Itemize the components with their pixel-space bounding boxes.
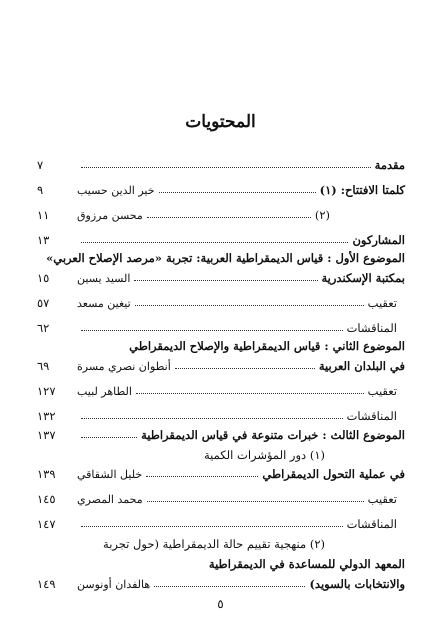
leader-dots (134, 280, 317, 281)
entry-heading: والانتخابات بالسويد) (309, 577, 405, 591)
toc-entry (37, 246, 405, 265)
entry-heading: في البلدان العربية (318, 359, 405, 373)
entry-heading: (٢) منهجية تقييم حالة الديمقراطية (حول تجربة (103, 537, 325, 551)
entry-page: ٧ (37, 158, 44, 172)
entry-page: ١١ (37, 208, 50, 222)
toc-entry (37, 423, 405, 442)
toc-entry (37, 316, 405, 335)
entry-heading: المشاركون (352, 233, 405, 247)
entry-page: ١٥ (37, 271, 50, 285)
leader-dots (136, 393, 364, 394)
leader-dots (81, 437, 137, 438)
leader-dots (159, 192, 316, 193)
entry-heading: المناقشات (346, 409, 397, 423)
entry-author: خليل الشقاقي (77, 468, 143, 481)
toc-entry (37, 462, 405, 481)
leader-dots (147, 217, 311, 218)
toc-entry (37, 532, 405, 551)
entry-author: السيد يسين (77, 272, 131, 285)
entry-heading: في عملية التحول الديمقراطي (262, 467, 405, 481)
entry-heading: تعقيب (367, 384, 397, 398)
entry-heading: الموضوع الأول : قياس الديمقراطية العربية: تجربة «مرصد الإصلاح العربي» (46, 251, 405, 265)
entry-heading: تعقيب (367, 296, 397, 310)
leader-dots (147, 501, 364, 502)
leader-dots (135, 305, 364, 306)
leader-dots (154, 586, 305, 587)
entry-heading: المناقشات (346, 321, 397, 335)
toc-entry (37, 487, 405, 506)
entry-heading: المناقشات (346, 517, 397, 531)
entry-page: ٩ (37, 183, 44, 197)
entry-heading: (٢) (314, 208, 330, 222)
leader-dots (81, 526, 343, 527)
entry-page: ٥٧ (37, 296, 50, 310)
entry-heading: بمكتبة الإسكندرية (321, 271, 405, 285)
toc-entry (37, 404, 405, 423)
entry-heading: تعقيب (367, 492, 397, 506)
entry-author: محمد المصري (77, 493, 143, 506)
leader-dots (81, 242, 348, 243)
leader-dots (146, 476, 258, 477)
entry-heading: المعهد الدولي للمساعدة في الديمقراطية (208, 557, 405, 571)
toc-entry (37, 153, 405, 172)
leader-dots (81, 418, 343, 419)
toc-entry (37, 178, 405, 197)
entry-author: محسن مرزوق (77, 209, 143, 222)
entry-page: ١٣٧ (37, 428, 56, 442)
toc-entry (37, 203, 405, 222)
toc-entry (37, 572, 405, 591)
entry-page: ٦٩ (37, 359, 50, 373)
entry-author: خير الدين حسيب (77, 184, 155, 197)
toc-entry (37, 354, 405, 373)
entry-page: ١٣ (37, 233, 50, 247)
entry-page: ٦٢ (37, 321, 50, 335)
entry-author: تيغين مسعد (77, 297, 131, 310)
page-number: ٥ (217, 597, 224, 611)
entry-heading: كلمتا الافتتاح: (١) (319, 183, 405, 197)
toc-entry (37, 552, 405, 571)
entry-page: ١٤٥ (37, 492, 56, 506)
entry-page: ١٣٩ (37, 467, 56, 481)
toc-entry (37, 228, 405, 247)
entry-heading: مقدمة (374, 158, 405, 172)
leader-dots (81, 330, 343, 331)
toc-entry (37, 266, 405, 285)
toc-entry (37, 443, 405, 462)
entry-author: أنطوان نصري مسرة (77, 360, 171, 373)
leader-dots (175, 368, 315, 369)
entry-heading: الموضوع الثالث : خبرات متنوعة في قياس الديمقراطية (141, 428, 405, 442)
entry-page: ١٣٢ (37, 409, 56, 423)
entry-author: هالفدان أونوسن (77, 578, 151, 591)
toc-entry (37, 334, 405, 353)
entry-author: الطاهر لبيب (77, 385, 132, 398)
toc-entry (37, 291, 405, 310)
entry-page: ١٤٧ (37, 517, 56, 531)
entry-heading: الموضوع الثاني : قياس الديمقراطية والإصلاح الديمقراطي (129, 339, 405, 353)
entry-page: ١٢٧ (37, 384, 56, 398)
page-title: المحتويات (185, 112, 256, 132)
leader-dots (81, 167, 371, 168)
entry-page: ١٤٩ (37, 577, 56, 591)
entry-heading: (١) دور المؤشرات الكمية (204, 448, 325, 462)
toc-entry (37, 379, 405, 398)
toc-entry (37, 512, 405, 531)
